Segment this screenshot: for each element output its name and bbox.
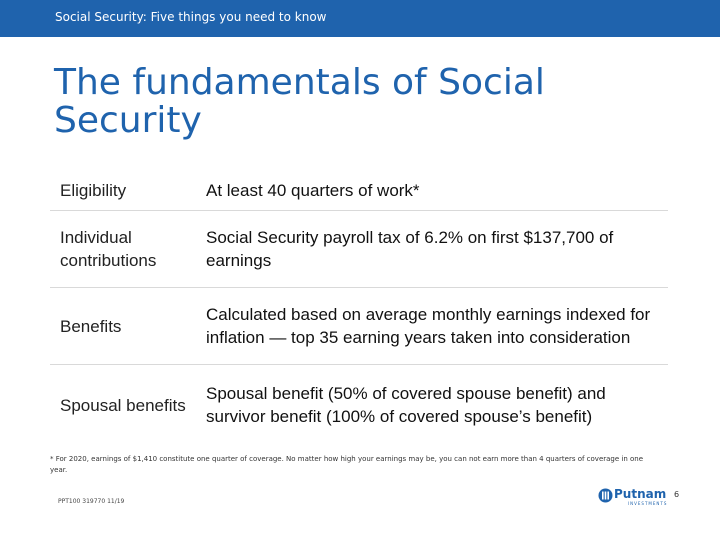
header-title: Social Security: Five things you need to know xyxy=(55,10,327,24)
page-number: 6 xyxy=(674,490,680,499)
row-value: At least 40 quarters of work* xyxy=(206,181,420,200)
row-value: Social Security payroll tax of 6.2% on first $137,700 of earnings xyxy=(206,228,614,270)
document-code: PPT100 319770 11/19 xyxy=(58,498,125,505)
logo-subtext: INVESTMENTS xyxy=(628,501,668,506)
fundamentals-table xyxy=(50,171,668,445)
table-row xyxy=(50,288,668,365)
row-value: Calculated based on average monthly earnings indexed for inflation — top 35 earning years taken into consideration xyxy=(206,305,651,347)
table-row xyxy=(50,211,668,288)
header-bar xyxy=(0,0,720,37)
page-title: The fundamentals of Social Security xyxy=(54,62,545,141)
table-row xyxy=(50,365,668,445)
row-label: Eligibility xyxy=(60,181,127,200)
putnam-logo-icon xyxy=(598,488,613,503)
logo-text: Putnam xyxy=(614,487,667,501)
row-label: Benefits xyxy=(60,316,122,336)
table-row xyxy=(50,171,668,211)
row-value: Spousal benefit (50% of covered spouse benefit) and survivor benefit (100% of covered spouse’s benefit) xyxy=(206,384,606,426)
row-label: Spousal benefits xyxy=(60,395,186,415)
footnote: * For 2020, earnings of $1,410 constitute one quarter of coverage. No matter how high your earnings may be, you can not earn more than 4 quarters of coverage in one year. xyxy=(50,455,644,474)
row-label: Individual contributions xyxy=(60,228,157,270)
putnam-logo xyxy=(598,487,668,507)
